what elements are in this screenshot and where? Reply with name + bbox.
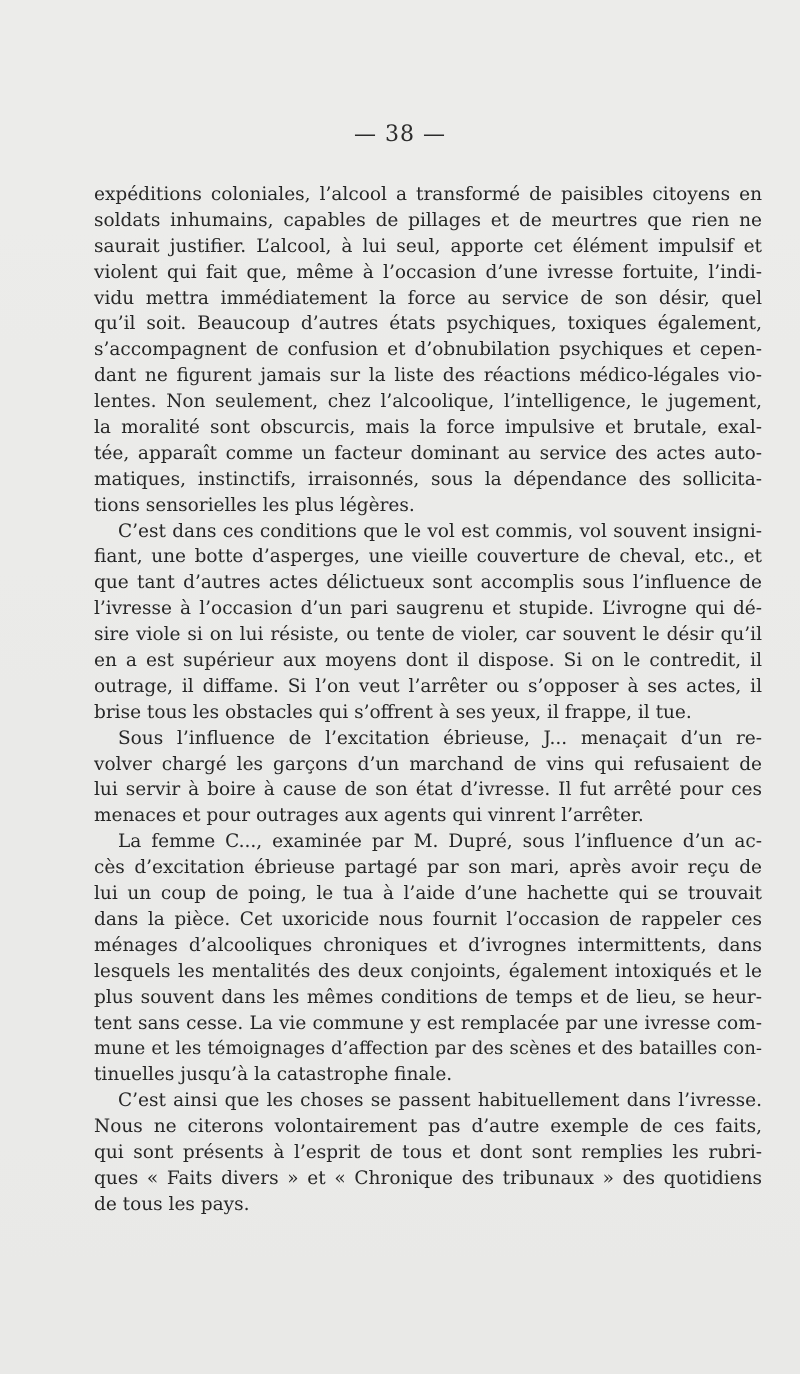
body-text — [94, 182, 762, 1218]
text-line: cès d’excitation ébrieuse partagé par son mari, après avoir reçu de — [94, 857, 762, 879]
text-line: brise tous les obstacles qui s’offrent à ses yeux, il frappe, il tue. — [94, 701, 692, 723]
text-line: volver chargé les garçons d’un marchand de vins qui refusaient de — [94, 753, 762, 775]
text-line: Nous ne citerons volontairement pas d’autre exemple de ces faits, — [94, 1116, 762, 1138]
text-line: dans la pièce. Cet uxoricide nous fournit l’occasion de rappeler ces — [94, 908, 762, 930]
text-line: saurait justifier. L’alcool, à lui seul, apporte cet élément impulsif et — [94, 235, 762, 257]
text-line: vidu mettra immédiatement la force au service de son désir, quel — [94, 287, 762, 309]
text-line: lui un coup de poing, le tua à l’aide d’une hachette qui se trouvait — [94, 883, 762, 905]
text-line: qu’il soit. Beaucoup d’autres états psychiques, toxiques également, — [94, 313, 762, 335]
text-line: lui servir à boire à cause de son état d’ivresse. Il fut arrêté pour ces — [94, 779, 762, 801]
text-line: ques « Faits divers » et « Chronique des tribunaux » des quotidiens — [94, 1167, 762, 1189]
text-line: tions sensorielles les plus légères. — [94, 494, 415, 516]
text-line: plus souvent dans les mêmes conditions de temps et de lieu, se heur- — [94, 986, 762, 1008]
text-line: soldats inhumains, capables de pillages et de meurtres que rien ne — [94, 209, 762, 231]
text-line: s’accompagnent de confusion et d’obnubilation psychiques et cepen- — [94, 339, 762, 361]
text-line: mune et les témoignages d’affection par des scènes et des batailles con- — [94, 1038, 762, 1060]
text-line: ménages d’alcooliques chroniques et d’ivrognes intermittents, dans — [94, 934, 762, 956]
text-line: fiant, une botte d’asperges, une vieille couverture de cheval, etc., et — [94, 546, 762, 568]
text-line: que tant d’autres actes délictueux sont accomplis sous l’influence de — [94, 572, 762, 594]
text-line: l’ivresse à l’occasion d’un pari saugrenu et stupide. L’ivrogne qui dé- — [94, 598, 762, 620]
text-line: de tous les pays. — [94, 1193, 250, 1215]
text-line: tent sans cesse. La vie commune y est remplacée par une ivresse com- — [94, 1012, 762, 1034]
text-line: expéditions coloniales, l’alcool a transformé de paisibles citoyens en — [94, 184, 762, 205]
text-line: dant ne figurent jamais sur la liste des réactions médico-légales vio- — [94, 365, 762, 387]
text-line: en a est supérieur aux moyens dont il dispose. Si on le contredit, il — [94, 650, 762, 672]
text-line: tée, apparaît comme un facteur dominant au service des actes auto- — [94, 442, 762, 464]
text-line: la moralité sont obscurcis, mais la force impulsive et brutale, exal- — [94, 417, 762, 439]
text-line: qui sont présents à l’esprit de tous et dont sont remplies les rubri- — [94, 1141, 762, 1163]
text-line: matiques, instinctifs, irraisonnés, sous la dépendance des sollicita- — [94, 468, 762, 490]
text-line: La femme C..., examinée par M. Dupré, sous l’influence d’un ac- — [118, 831, 762, 853]
text-line: C’est dans ces conditions que le vol est commis, vol souvent insigni- — [118, 520, 762, 542]
text-line: C’est ainsi que les choses se passent habituellement dans l’ivresse. — [118, 1090, 762, 1112]
page-number: — 38 — — [354, 122, 446, 147]
text-line: Sous l’influence de l’excitation ébrieuse, J... menaçait d’un re- — [118, 727, 762, 749]
text-line: lentes. Non seulement, chez l’alcoolique, l’intelligence, le jugement, — [94, 391, 762, 413]
text-line: lesquels les mentalités des deux conjoints, également intoxiqués et le — [94, 960, 762, 982]
text-line: menaces et pour outrages aux agents qui vinrent l’arrêter. — [94, 805, 644, 827]
text-line: sire viole si on lui résiste, ou tente de violer, car souvent le désir qu’il — [94, 624, 762, 646]
text-line: tinuelles jusqu’à la catastrophe finale. — [94, 1064, 453, 1086]
text-line: outrage, il diffame. Si l’on veut l’arrêter ou s’opposer à ses actes, il — [94, 675, 762, 697]
text-line: violent qui fait que, même à l’occasion d’une ivresse fortuite, l’indi- — [94, 261, 762, 283]
